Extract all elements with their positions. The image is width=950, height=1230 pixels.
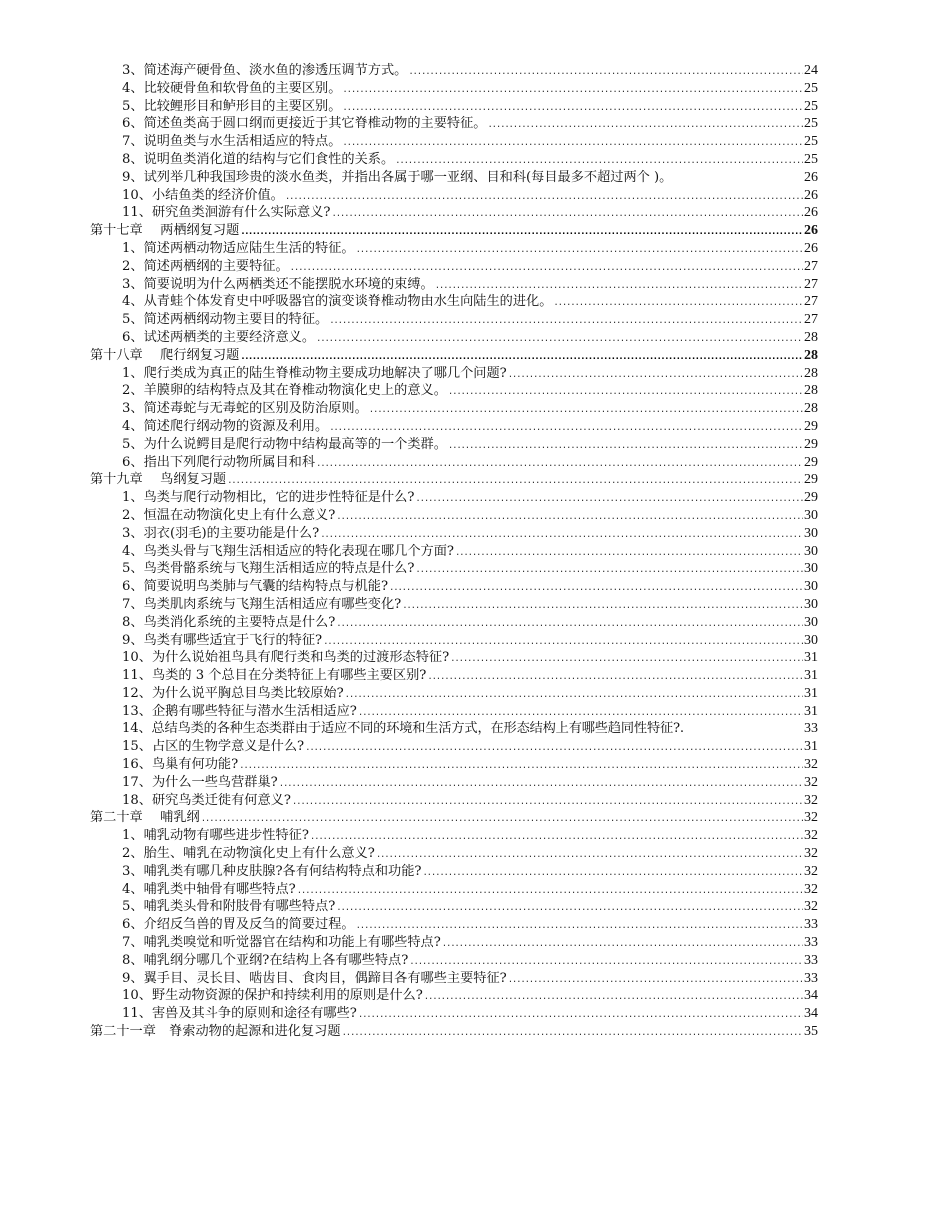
toc-page-number: 32 <box>804 828 818 844</box>
toc-item-entry[interactable] <box>90 560 818 578</box>
toc-page-number: 32 <box>804 899 818 915</box>
toc-dot-leader <box>415 562 803 580</box>
toc-entry-title: 9、试列举几种我国珍贵的淡水鱼类，并指出各属于哪一亚纲、目和科(每目最多不超过两个 )。 <box>122 169 673 185</box>
toc-page-number: 25 <box>804 98 818 114</box>
toc-page-number: 34 <box>804 1006 818 1022</box>
toc-page-number: 29 <box>804 436 818 452</box>
toc-entry-title: 18、研究鸟类迁徙有何意义? <box>122 792 291 808</box>
toc-entry-title: 6、介绍反刍兽的胃及反刍的简要过程。 <box>122 917 355 933</box>
toc-item-entry[interactable] <box>90 98 818 116</box>
toc-item-entry[interactable] <box>90 276 818 294</box>
toc-chapter-entry[interactable] <box>90 1023 818 1041</box>
toc-page-number: 31 <box>804 685 818 701</box>
toc-entry-title: 7、哺乳类嗅觉和听觉器官在结构和功能上有哪些特点? <box>122 935 441 951</box>
toc-entry-title: 4、简述爬行纲动物的资源及利用。 <box>122 418 329 434</box>
toc-entry-title: 11、害兽及其斗争的原则和途径有哪些? <box>122 1006 357 1022</box>
toc-dot-leader <box>448 384 803 402</box>
toc-page-number: 28 <box>804 401 818 417</box>
toc-page-number: 33 <box>804 970 818 986</box>
toc-page-number: 26 <box>804 240 818 256</box>
toc-entry-title: 16、鸟巢有何功能? <box>122 757 239 773</box>
toc-dot-leader <box>336 509 803 527</box>
toc-chapter-entry[interactable] <box>90 809 818 827</box>
toc-item-entry[interactable] <box>90 863 818 881</box>
toc-dot-leader <box>448 438 803 456</box>
toc-item-entry[interactable] <box>90 987 818 1005</box>
toc-entry-title: 2、羊膜卵的结构特点及其在脊椎动物演化史上的意义。 <box>122 383 447 399</box>
toc-item-entry[interactable] <box>90 382 818 400</box>
toc-item-entry[interactable] <box>90 293 818 311</box>
toc-entry-title: 10、小结鱼类的经济价值。 <box>122 187 284 203</box>
toc-dot-leader <box>356 242 803 260</box>
toc-entry-title: 2、恒温在动物演化史上有什么意义? <box>122 507 336 523</box>
toc-page-number: 33 <box>804 917 818 933</box>
toc-entry-title: 第二十一章 脊索动物的起源和进化复习题 <box>90 1024 341 1040</box>
toc-page-number: 32 <box>804 774 818 790</box>
toc-page-number: 31 <box>804 739 818 755</box>
toc-dot-leader <box>455 545 803 563</box>
toc-dot-leader <box>345 687 803 705</box>
toc-entry-title: 12、为什么说平胸总目鸟类比较原始? <box>122 685 344 701</box>
toc-item-entry[interactable] <box>90 614 818 632</box>
toc-item-entry[interactable] <box>90 738 818 756</box>
toc-entry-title: 第十九章 鸟纲复习题 <box>90 472 227 488</box>
toc-dot-leader <box>508 972 803 990</box>
toc-page-number: 32 <box>804 792 818 808</box>
toc-dot-leader <box>376 847 803 865</box>
toc-item-entry[interactable] <box>90 543 818 561</box>
toc-page-number: 32 <box>804 810 818 826</box>
toc-entry-title: 8、鸟类消化系统的主要特点是什么? <box>122 614 336 630</box>
toc-item-entry[interactable] <box>90 685 818 703</box>
toc-page-number: 31 <box>804 650 818 666</box>
toc-entry-title: 1、简述两栖动物适应陆生生活的特征。 <box>122 240 355 256</box>
toc-entry-title: 4、鸟类头骨与飞翔生活相适应的特化表现在哪几个方面? <box>122 543 454 559</box>
toc-entry-title: 第十七章 两栖纲复习题 <box>90 223 240 239</box>
toc-dot-leader <box>336 616 803 634</box>
toc-page-number: 30 <box>804 579 818 595</box>
toc-dot-leader <box>408 64 803 82</box>
toc-entry-title: 5、为什么说鳄目是爬行动物中结构最高等的一个类群。 <box>122 436 447 452</box>
toc-page-number: 26 <box>804 187 818 203</box>
toc-dot-leader <box>329 313 803 331</box>
toc-page-number: 34 <box>804 988 818 1004</box>
toc-dot-leader <box>342 135 803 153</box>
toc-page-number: 27 <box>804 258 818 274</box>
toc-item-entry[interactable] <box>90 365 818 383</box>
toc-entry-title: 10、为什么说始祖鸟具有爬行类和鸟类的过渡形态特征? <box>122 650 450 666</box>
toc-page-number: 28 <box>804 347 818 363</box>
toc-item-entry[interactable] <box>90 720 818 738</box>
toc-item-entry[interactable] <box>90 756 818 774</box>
toc-entry-title: 2、胎生、哺乳在动物演化史上有什么意义? <box>122 846 375 862</box>
toc-item-entry[interactable] <box>90 62 818 80</box>
toc-entry-title: 5、简述两栖纲动物主要目的特征。 <box>122 312 329 328</box>
toc-entry-title: 1、鸟类与爬行动物相比，它的进步性特征是什么? <box>122 490 415 506</box>
toc-dot-leader <box>342 82 803 100</box>
toc-entry-title: 8、说明鱼类消化道的结构与它们食性的关系。 <box>122 151 395 167</box>
toc-page-number: 33 <box>804 935 818 951</box>
toc-item-entry[interactable] <box>90 187 818 205</box>
toc-entry-title: 4、从青蛙个体发育史中呼吸器官的演变谈脊椎动物由水生向陆生的进化。 <box>122 294 553 310</box>
toc-page-number: 32 <box>804 881 818 897</box>
toc-item-entry[interactable] <box>90 970 818 988</box>
toc-item-entry[interactable] <box>90 400 818 418</box>
toc-item-entry[interactable] <box>90 329 818 347</box>
toc-item-entry[interactable] <box>90 827 818 845</box>
toc-entry-title: 11、鸟类的 3 个总目在分类特征上有哪些主要区别? <box>122 668 427 684</box>
toc-page-number: 30 <box>804 507 818 523</box>
toc-entry-title: 9、鸟类有哪些适宜于飞行的特征? <box>122 632 323 648</box>
toc-page-number: 29 <box>804 472 818 488</box>
toc-dot-leader <box>415 491 803 509</box>
toc-page-number: 30 <box>804 561 818 577</box>
toc-page-number: 35 <box>804 1024 818 1040</box>
toc-item-entry[interactable] <box>90 204 818 222</box>
toc-page-number: 26 <box>804 169 818 185</box>
toc-entry-title: 14、总结鸟类的各种生态类群由于适应不同的环境和生活方式，在形态结构上有哪些趋同性特征?. <box>122 721 684 737</box>
toc-entry-title: 3、简述海产硬骨鱼、淡水鱼的渗透压调节方式。 <box>122 63 408 78</box>
toc-item-entry[interactable] <box>90 418 818 436</box>
toc-entry-title: 5、哺乳类头骨和附肢骨有哪些特点? <box>122 899 336 915</box>
toc-dot-leader <box>427 669 803 687</box>
toc-page-number: 32 <box>804 863 818 879</box>
toc-dot-leader <box>279 776 803 794</box>
toc-item-entry[interactable] <box>90 952 818 970</box>
toc-dot-leader <box>450 651 803 669</box>
toc-item-entry[interactable] <box>90 115 818 133</box>
toc-entry-title: 11、研究鱼类洄游有什么实际意义? <box>122 205 331 221</box>
toc-dot-leader <box>305 740 803 758</box>
toc-page-number: 27 <box>804 312 818 328</box>
toc-page-number: 30 <box>804 596 818 612</box>
toc-item-entry[interactable] <box>90 792 818 810</box>
toc-dot-leader <box>508 367 803 385</box>
toc-item-entry[interactable] <box>90 258 818 276</box>
toc-dot-leader <box>553 295 803 313</box>
toc-entry-title: 15、占区的生物学意义是什么? <box>122 739 305 755</box>
toc-dot-leader <box>336 900 803 918</box>
toc-page-number: 27 <box>804 294 818 310</box>
toc-entry-title: 3、羽衣(羽毛)的主要功能是什么? <box>122 525 320 541</box>
toc-entry-title: 4、比较硬骨鱼和软骨鱼的主要区别。 <box>122 80 342 96</box>
toc-page-number: 26 <box>804 223 818 239</box>
toc-dot-leader <box>316 456 803 474</box>
toc-chapter-entry[interactable] <box>90 222 818 240</box>
toc-item-entry[interactable] <box>90 632 818 650</box>
toc-item-entry[interactable] <box>90 596 818 614</box>
toc-entry-title: 9、翼手目、灵长目、啮齿目、食肉目，偶蹄目各有哪些主要特征? <box>122 970 507 986</box>
toc-dot-leader <box>297 883 803 901</box>
toc-entry-title: 3、简要说明为什么两栖类还不能摆脱水环境的束缚。 <box>122 276 434 292</box>
toc-page-number: 26 <box>804 205 818 221</box>
toc-dot-leader <box>487 117 803 135</box>
toc-item-entry[interactable] <box>90 454 818 472</box>
toc-item-entry[interactable] <box>90 151 818 169</box>
table-of-contents <box>90 62 818 1041</box>
toc-entry-title: 6、试述两栖类的主要经济意义。 <box>122 329 316 345</box>
toc-item-entry[interactable] <box>90 436 818 454</box>
toc-item-entry[interactable] <box>90 80 818 98</box>
toc-item-entry[interactable] <box>90 240 818 258</box>
toc-entry-title: 7、鸟类肌肉系统与飞翔生活相适应有哪些变化? <box>122 596 402 612</box>
toc-dot-leader <box>342 1025 803 1043</box>
toc-item-entry[interactable] <box>90 916 818 934</box>
toc-dot-leader <box>424 989 803 1007</box>
toc-page-number: 30 <box>804 543 818 559</box>
toc-item-entry[interactable] <box>90 774 818 792</box>
toc-entry-title: 6、简述鱼类高于圆口纲而更接近于其它脊椎动物的主要特征。 <box>122 116 487 132</box>
toc-page-number: 32 <box>804 757 818 773</box>
toc-page-number: 33 <box>804 952 818 968</box>
toc-entry-title: 4、哺乳类中轴骨有哪些特点? <box>122 881 296 897</box>
toc-dot-leader <box>310 829 803 847</box>
toc-entry-title: 7、说明鱼类与水生活相适应的特点。 <box>122 134 342 150</box>
toc-dot-leader <box>239 758 803 776</box>
toc-page-number: 30 <box>804 632 818 648</box>
toc-entry-title: 17、为什么一些鸟营群巢? <box>122 774 278 790</box>
toc-item-entry[interactable] <box>90 1005 818 1023</box>
toc-item-entry[interactable] <box>90 845 818 863</box>
toc-dot-leader <box>316 331 803 349</box>
toc-dot-leader <box>358 1007 803 1025</box>
toc-entry-title: 第二十章 哺乳纲 <box>90 810 200 826</box>
toc-dot-leader <box>442 936 803 954</box>
toc-entry-title: 13、企鹅有哪些特征与潜水生活相适应? <box>122 703 357 719</box>
toc-item-entry[interactable] <box>90 649 818 667</box>
toc-entry-title: 3、简述毒蛇与无毒蛇的区别及防治原则。 <box>122 401 368 417</box>
toc-entry-title: 6、简要说明鸟类肺与气囊的结构特点与机能? <box>122 579 389 595</box>
toc-page-number: 24 <box>804 63 818 78</box>
toc-page-number: 25 <box>804 80 818 96</box>
toc-item-entry[interactable] <box>90 311 818 329</box>
toc-dot-leader <box>292 794 803 812</box>
toc-item-entry[interactable] <box>90 578 818 596</box>
toc-dot-leader <box>369 402 803 420</box>
toc-dot-leader <box>285 189 803 207</box>
toc-item-entry[interactable] <box>90 898 818 916</box>
toc-page-number: 29 <box>804 418 818 434</box>
toc-entry-title: 6、指出下列爬行动物所属目和科 <box>122 454 316 470</box>
toc-item-entry[interactable] <box>90 489 818 507</box>
toc-entry-title: 1、爬行类成为真正的陆生脊椎动物主要成功地解决了哪几个问题? <box>122 365 507 381</box>
toc-item-entry[interactable] <box>90 507 818 525</box>
toc-entry-title: 5、比较鲤形目和鲈形目的主要区别。 <box>122 98 342 114</box>
toc-page-number: 30 <box>804 614 818 630</box>
toc-dot-leader <box>422 865 803 883</box>
toc-chapter-entry[interactable] <box>90 471 818 489</box>
toc-entry-title: 5、鸟类骨骼系统与飞翔生活相适应的特点是什么? <box>122 561 415 577</box>
toc-item-entry[interactable] <box>90 667 818 685</box>
toc-item-entry[interactable] <box>90 881 818 899</box>
toc-page-number: 27 <box>804 276 818 292</box>
toc-chapter-entry[interactable] <box>90 347 818 365</box>
toc-entry-title: 第十八章 爬行纲复习题 <box>90 347 240 363</box>
toc-page-number: 28 <box>804 329 818 345</box>
toc-page-number: 29 <box>804 454 818 470</box>
toc-page-number: 32 <box>804 846 818 862</box>
toc-dot-leader <box>402 598 803 616</box>
toc-entry-title: 3、哺乳类有哪几种皮肤腺?各有何结构特点和功能? <box>122 863 422 879</box>
toc-item-entry[interactable] <box>90 133 818 151</box>
toc-entry-title: 1、哺乳动物有哪些进步性特征? <box>122 828 309 844</box>
toc-page-number: 25 <box>804 116 818 132</box>
toc-page-number: 29 <box>804 490 818 506</box>
toc-dot-leader <box>331 206 803 224</box>
toc-item-entry[interactable] <box>90 525 818 543</box>
toc-entry-title: 2、简述两栖纲的主要特征。 <box>122 258 289 274</box>
toc-page-number: 30 <box>804 525 818 541</box>
toc-page-number: 31 <box>804 703 818 719</box>
toc-page-number: 33 <box>804 721 818 737</box>
toc-item-entry[interactable] <box>90 703 818 721</box>
toc-entry-title: 8、哺乳纲分哪几个亚纲?在结构上各有哪些特点? <box>122 952 409 968</box>
toc-page-number: 31 <box>804 668 818 684</box>
toc-page-number: 28 <box>804 365 818 381</box>
toc-page-number: 25 <box>804 134 818 150</box>
toc-dot-leader <box>389 580 803 598</box>
toc-item-entry[interactable] <box>90 169 818 187</box>
toc-item-entry[interactable] <box>90 934 818 952</box>
toc-entry-title: 10、野生动物资源的保护和持续利用的原则是什么? <box>122 988 423 1004</box>
toc-page-number: 28 <box>804 383 818 399</box>
toc-page-number: 25 <box>804 151 818 167</box>
